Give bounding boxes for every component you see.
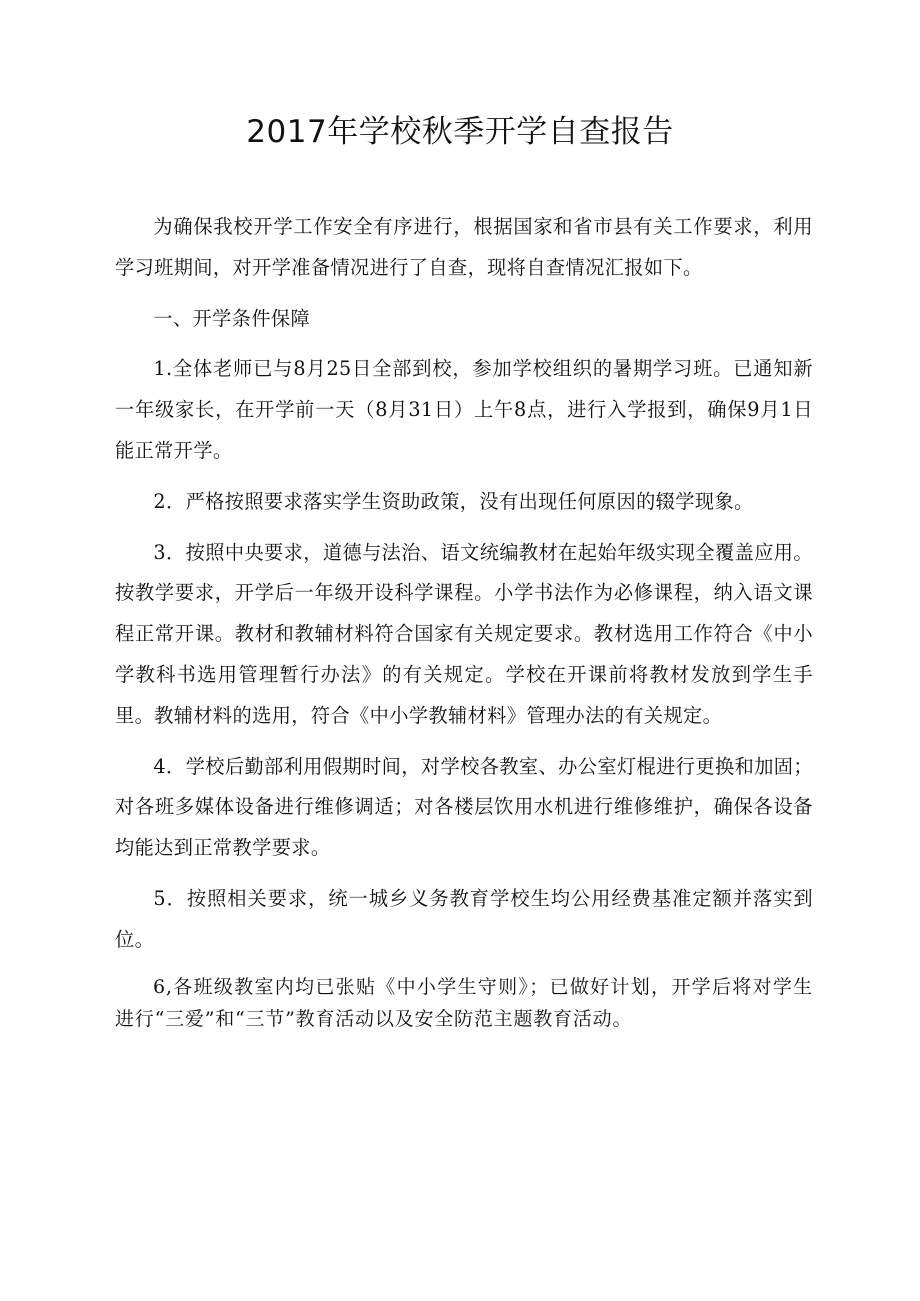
document-body <box>115 207 813 1045</box>
paragraph-item-5: 5．按照相关要求，统一城乡义务教育学校生均公用经费基准定额并落实到位。 <box>115 886 813 951</box>
paragraph-item-6: 6,各班级教室内均已张贴《中小学生守则》；已做好计划，开学后将对学生进行“三爱”和“三节”教育活动以及安全防范主题教育活动。 <box>115 975 813 1030</box>
paragraph-item-2: 2．严格按照要求落实学生资助政策，没有出现任何原因的辍学现象。 <box>153 489 754 513</box>
paragraph-item-4: 4．学校后勤部利用假期时间，对学校各教室、办公室灯棍进行更换和加固；对各班多媒体设备进行维修调适；对各楼层饮用水机进行维修维护，确保各设备均能达到正常教学要求。 <box>115 754 813 860</box>
section-heading: 一、开学条件保障 <box>153 306 311 330</box>
paragraph-intro: 为确保我校开学工作安全有序进行，根据国家和省市县有关工作要求，利用学习班期间，对开学准备情况进行了自查，现将自查情况汇报如下。 <box>115 215 813 279</box>
paragraph-item-3: 3．按照中央要求，道德与法治、语文统编教材在起始年级实现全覆盖应用。按教学要求，开学后一年级开设科学课程。小学书法作为必修课程，纳入语文课程正常开课。教材和教辅材料符合国家有关规定要求。教材选用工作符合《中小学教科书选用管理暂行办法》的有关规定。学校在开课前将教材发放到学生手里。教辅材料的选用，符合《中小学教辅材料》管理办法的有关规定。 <box>115 540 813 727</box>
document-title: 2017年学校秋季开学自查报告 <box>246 114 674 150</box>
paragraph-item-1: 1.全体老师已与8月25日全部到校，参加学校组织的暑期学习班。已通知新一年级家长，在开学前一天（8月31日）上午8点，进行入学报到，确保9月1日能正常开学。 <box>115 357 813 462</box>
